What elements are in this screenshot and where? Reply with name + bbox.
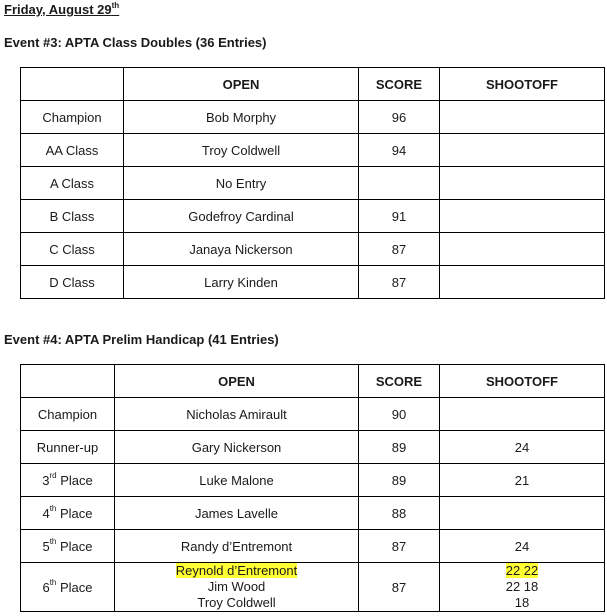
shootoff-cell — [440, 233, 605, 266]
shooter-name: Bob Morphy — [124, 101, 359, 134]
score-cell: 89 — [359, 464, 440, 497]
shooter-name: No Entry — [124, 167, 359, 200]
table-row — [21, 497, 605, 530]
header-score: SCORE — [359, 365, 440, 398]
score-cell: 96 — [359, 101, 440, 134]
shootoff-cell — [440, 134, 605, 167]
table-row — [21, 200, 605, 233]
shootoff-cell — [440, 101, 605, 134]
shooter-name: Luke Malone — [115, 464, 359, 497]
shooter-name-line: Jim Wood — [207, 579, 266, 594]
table-row — [21, 266, 605, 299]
shootoff-cell — [440, 398, 605, 431]
header-score: SCORE — [359, 68, 440, 101]
shooter-name: James Lavelle — [115, 497, 359, 530]
place-suffix: th — [49, 503, 57, 513]
place-label — [21, 530, 115, 563]
score-cell: 90 — [359, 398, 440, 431]
place-suffix: th — [49, 577, 57, 587]
shooter-name: Janaya Nickerson — [124, 233, 359, 266]
place-number: 6 — [42, 579, 50, 595]
place-label — [21, 464, 115, 497]
shooter-name-line — [115, 563, 358, 579]
class-label: D Class — [21, 266, 124, 299]
class-label: AA Class — [21, 134, 124, 167]
shooter-name: Godefroy Cardinal — [124, 200, 359, 233]
shootoff-line: 18 — [514, 595, 530, 610]
event4-title: Event #4: APTA Prelim Handicap (41 Entries) — [4, 332, 279, 347]
event3-results-table — [20, 67, 605, 299]
event4-results-table — [20, 364, 605, 612]
table-header-row — [21, 68, 605, 101]
shootoff-cell — [440, 167, 605, 200]
score-cell — [359, 167, 440, 200]
place-suffix: th — [49, 536, 57, 546]
place-word: Place — [56, 538, 93, 554]
highlighted-winner-name: Reynold d’Entremont — [175, 563, 298, 578]
class-label: Champion — [21, 101, 124, 134]
place-number: 5 — [42, 538, 50, 554]
shootoff-cell — [440, 497, 605, 530]
score-cell: 88 — [359, 497, 440, 530]
header-blank — [21, 365, 115, 398]
class-label: B Class — [21, 200, 124, 233]
highlighted-winner-shootoff: 22 22 — [505, 563, 539, 578]
table-header-row — [21, 365, 605, 398]
tied-shooters-cell — [115, 563, 359, 612]
table-row — [21, 233, 605, 266]
header-shootoff: SHOOTOFF — [440, 365, 605, 398]
shootoff-line — [440, 563, 604, 579]
place-label — [21, 497, 115, 530]
shooter-name: Randy d’Entremont — [115, 530, 359, 563]
shootoff-cell: 21 — [440, 464, 605, 497]
shootoff-cell: 24 — [440, 530, 605, 563]
header-open: OPEN — [115, 365, 359, 398]
place-word: Place — [56, 505, 93, 521]
score-cell: 89 — [359, 431, 440, 464]
place-word: Place — [56, 579, 93, 595]
place-label: Runner-up — [21, 431, 115, 464]
place-suffix: rd — [49, 470, 57, 480]
shooter-name-line: Troy Coldwell — [197, 595, 276, 610]
table-row — [21, 431, 605, 464]
header-blank — [21, 68, 124, 101]
shooter-name: Larry Kinden — [124, 266, 359, 299]
date-heading — [4, 2, 119, 17]
place-label — [21, 563, 115, 612]
date-text: Friday, August 29 — [4, 2, 112, 17]
place-number: 3 — [42, 472, 50, 488]
table-row — [21, 101, 605, 134]
event3-title: Event #3: APTA Class Doubles (36 Entries) — [4, 35, 267, 50]
shooter-name: Nicholas Amirault — [115, 398, 359, 431]
score-cell: 87 — [359, 233, 440, 266]
table-row — [21, 134, 605, 167]
shootoff-line: 22 18 — [505, 579, 539, 594]
shootoff-cell: 24 — [440, 431, 605, 464]
shootoff-cell — [440, 266, 605, 299]
score-cell: 87 — [359, 530, 440, 563]
score-cell: 87 — [359, 563, 440, 612]
table-row — [21, 464, 605, 497]
place-word: Place — [56, 472, 93, 488]
table-row — [21, 167, 605, 200]
shootoff-cell — [440, 200, 605, 233]
tie-row — [21, 563, 605, 612]
score-cell: 94 — [359, 134, 440, 167]
score-cell: 87 — [359, 266, 440, 299]
table-row — [21, 398, 605, 431]
class-label: A Class — [21, 167, 124, 200]
score-cell: 91 — [359, 200, 440, 233]
shooter-name: Gary Nickerson — [115, 431, 359, 464]
header-open: OPEN — [124, 68, 359, 101]
table-row — [21, 530, 605, 563]
place-label: Champion — [21, 398, 115, 431]
tie-shootoff-cell — [440, 563, 605, 612]
date-suffix: th — [111, 1, 120, 10]
shooter-name: Troy Coldwell — [124, 134, 359, 167]
header-shootoff: SHOOTOFF — [440, 68, 605, 101]
place-number: 4 — [42, 505, 50, 521]
class-label: C Class — [21, 233, 124, 266]
